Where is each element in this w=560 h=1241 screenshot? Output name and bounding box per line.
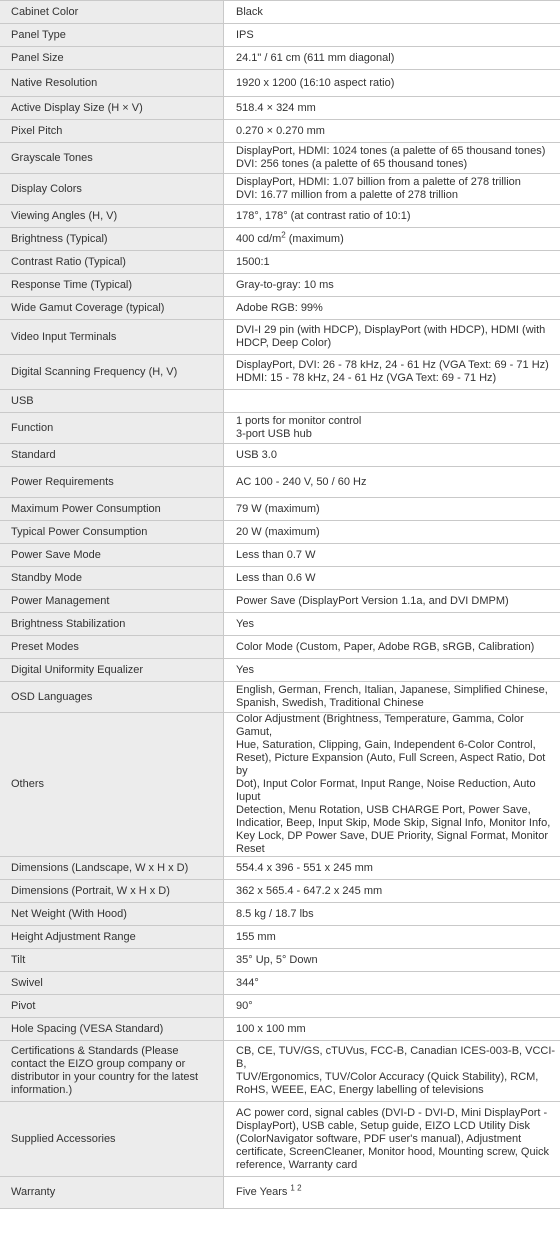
spec-label: Digital Scanning Frequency (H, V) xyxy=(0,355,224,390)
spec-row xyxy=(0,880,560,903)
spec-label: Cabinet Color xyxy=(0,1,224,24)
spec-label: Dimensions (Portrait, W x H x D) xyxy=(0,880,224,903)
spec-label: Power Management xyxy=(0,590,224,613)
spec-label: Standby Mode xyxy=(0,567,224,590)
spec-value xyxy=(224,228,560,251)
spec-value: 1920 x 1200 (16:10 aspect ratio) xyxy=(224,70,560,97)
superscript: 2 xyxy=(281,229,286,239)
spec-value: Adobe RGB: 99% xyxy=(224,297,560,320)
spec-value: 518.4 × 324 mm xyxy=(224,97,560,120)
spec-label: Standard xyxy=(0,444,224,467)
spec-label: Brightness (Typical) xyxy=(0,228,224,251)
spec-value: Yes xyxy=(224,659,560,682)
spec-value-text: Five Years xyxy=(236,1186,291,1198)
spec-row xyxy=(0,613,560,636)
spec-row xyxy=(0,228,560,251)
spec-value: IPS xyxy=(224,24,560,47)
spec-label: Tilt xyxy=(0,949,224,972)
spec-value: AC power cord, signal cables (DVI-D - DVI-D, Mini DisplayPort - DisplayPort), USB cable, Setup guide, EIZO LCD Utility Disk (ColorNavigator software, PDF user's manual), Adjustment certificate, ScreenCleaner, Monitor hood, Mounting screw, Quick reference, Warranty card xyxy=(224,1102,560,1177)
spec-row xyxy=(0,205,560,228)
spec-label: Panel Size xyxy=(0,47,224,70)
spec-value: Color Mode (Custom, Paper, Adobe RGB, sRGB, Calibration) xyxy=(224,636,560,659)
spec-value: DisplayPort, HDMI: 1024 tones (a palette of 65 thousand tones) DVI: 256 tones (a palette of 65 thousand tones) xyxy=(224,143,560,174)
spec-label: Height Adjustment Range xyxy=(0,926,224,949)
spec-label: USB xyxy=(0,390,224,413)
spec-value: USB 3.0 xyxy=(224,444,560,467)
spec-label: Function xyxy=(0,413,224,444)
spec-value: 362 x 565.4 - 647.2 x 245 mm xyxy=(224,880,560,903)
spec-label: Supplied Accessories xyxy=(0,1102,224,1177)
spec-row xyxy=(0,1,560,24)
spec-row xyxy=(0,97,560,120)
spec-label: Active Display Size (H × V) xyxy=(0,97,224,120)
spec-row xyxy=(0,498,560,521)
spec-label: Hole Spacing (VESA Standard) xyxy=(0,1018,224,1041)
spec-label: Typical Power Consumption xyxy=(0,521,224,544)
spec-value: Color Adjustment (Brightness, Temperature, Gamma, Color Gamut, Hue, Saturation, Clipping, Gain, Independent 6-Color Control, Reset), Picture Expansion (Auto, Full Screen, Aspect Ratio, Dot by Dot), Input Color Format, Input Range, Noise Reduction, Auto Iuput Detection, Menu Rotation, USB CHARGE Port, Power Save, Indicatior, Beep, Input Skip, Mode Skip, Signal Info, Monitor Info, Key Lock, DP Power Save, DUE Priority, Signal Format, Monitor Reset xyxy=(224,713,560,857)
spec-value: 20 W (maximum) xyxy=(224,521,560,544)
spec-value-text: 400 cd/m xyxy=(236,232,282,245)
spec-row xyxy=(0,857,560,880)
spec-value: Less than 0.6 W xyxy=(224,567,560,590)
spec-value: DisplayPort, DVI: 26 - 78 kHz, 24 - 61 Hz (VGA Text: 69 - 71 Hz) HDMI: 15 - 78 kHz, 24 - 61 Hz (VGA Text: 69 - 71 Hz) xyxy=(224,355,560,390)
spec-value: 178°, 178° (at contrast ratio of 10:1) xyxy=(224,205,560,228)
spec-label: Swivel xyxy=(0,972,224,995)
spec-value: 1 ports for monitor control 3-port USB hub xyxy=(224,413,560,444)
spec-row xyxy=(0,590,560,613)
spec-value: 35° Up, 5° Down xyxy=(224,949,560,972)
spec-label: Grayscale Tones xyxy=(0,143,224,174)
spec-value xyxy=(224,390,560,413)
spec-row xyxy=(0,297,560,320)
spec-row xyxy=(0,390,560,413)
spec-table-body xyxy=(0,1,560,1209)
spec-row xyxy=(0,972,560,995)
spec-label: Wide Gamut Coverage (typical) xyxy=(0,297,224,320)
spec-value: 90° xyxy=(224,995,560,1018)
spec-value: AC 100 - 240 V, 50 / 60 Hz xyxy=(224,467,560,498)
spec-value: 100 x 100 mm xyxy=(224,1018,560,1041)
spec-row xyxy=(0,1041,560,1102)
spec-row xyxy=(0,949,560,972)
spec-value: 554.4 x 396 - 551 x 245 mm xyxy=(224,857,560,880)
spec-value: 344° xyxy=(224,972,560,995)
spec-row xyxy=(0,1018,560,1041)
spec-label: Contrast Ratio (Typical) xyxy=(0,251,224,274)
spec-value: English, German, French, Italian, Japanese, Simplified Chinese, Spanish, Swedish, Traditional Chinese xyxy=(224,682,560,713)
spec-row xyxy=(0,251,560,274)
spec-row xyxy=(0,544,560,567)
spec-row xyxy=(0,467,560,498)
spec-row xyxy=(0,24,560,47)
spec-row xyxy=(0,320,560,355)
spec-row xyxy=(0,47,560,70)
spec-label: Warranty xyxy=(0,1177,224,1209)
spec-label: Pivot xyxy=(0,995,224,1018)
spec-row xyxy=(0,995,560,1018)
superscript: 1 2 xyxy=(290,1183,302,1193)
spec-row xyxy=(0,1102,560,1177)
spec-value: 8.5 kg / 18.7 lbs xyxy=(224,903,560,926)
spec-row xyxy=(0,636,560,659)
spec-row xyxy=(0,143,560,174)
spec-label: Preset Modes xyxy=(0,636,224,659)
spec-label: Response Time (Typical) xyxy=(0,274,224,297)
spec-value: CB, CE, TUV/GS, cTUVus, FCC-B, Canadian ICES-003-B, VCCI-B, TUV/Ergonomics, TUV/Color Accuracy (Quick Stability), RCM, RoHS, WEEE, EAC, Energy labelling of televisions xyxy=(224,1041,560,1102)
spec-row xyxy=(0,903,560,926)
spec-label: OSD Languages xyxy=(0,682,224,713)
spec-label: Video Input Terminals xyxy=(0,320,224,355)
spec-row xyxy=(0,659,560,682)
spec-label: Panel Type xyxy=(0,24,224,47)
spec-value: Black xyxy=(224,1,560,24)
spec-label: Others xyxy=(0,713,224,857)
spec-value: DisplayPort, HDMI: 1.07 billion from a palette of 278 trillion DVI: 16.77 million from a palette of 278 trillion xyxy=(224,174,560,205)
spec-label: Power Save Mode xyxy=(0,544,224,567)
spec-row xyxy=(0,1177,560,1209)
spec-row xyxy=(0,174,560,205)
spec-value-suffix: (maximum) xyxy=(285,232,344,245)
spec-row xyxy=(0,682,560,713)
spec-row xyxy=(0,567,560,590)
spec-value: DVI-I 29 pin (with HDCP), DisplayPort (with HDCP), HDMI (with HDCP, Deep Color) xyxy=(224,320,560,355)
spec-label: Power Requirements xyxy=(0,467,224,498)
spec-row xyxy=(0,444,560,467)
spec-value: 0.270 × 0.270 mm xyxy=(224,120,560,143)
spec-value: Gray-to-gray: 10 ms xyxy=(224,274,560,297)
spec-label: Maximum Power Consumption xyxy=(0,498,224,521)
spec-row xyxy=(0,70,560,97)
spec-label: Certifications & Standards (Please contact the EIZO group company or distributor in your country for the latest information.) xyxy=(0,1041,224,1102)
spec-value: Less than 0.7 W xyxy=(224,544,560,567)
spec-label: Brightness Stabilization xyxy=(0,613,224,636)
spec-value xyxy=(224,1177,560,1209)
spec-row xyxy=(0,713,560,857)
spec-row xyxy=(0,355,560,390)
spec-label: Digital Uniformity Equalizer xyxy=(0,659,224,682)
spec-label: Native Resolution xyxy=(0,70,224,97)
spec-value: 79 W (maximum) xyxy=(224,498,560,521)
spec-label: Pixel Pitch xyxy=(0,120,224,143)
spec-row xyxy=(0,521,560,544)
spec-value: Yes xyxy=(224,613,560,636)
spec-label: Viewing Angles (H, V) xyxy=(0,205,224,228)
spec-value: 1500:1 xyxy=(224,251,560,274)
spec-row xyxy=(0,274,560,297)
spec-label: Net Weight (With Hood) xyxy=(0,903,224,926)
spec-row xyxy=(0,120,560,143)
spec-label: Display Colors xyxy=(0,174,224,205)
spec-row xyxy=(0,413,560,444)
spec-label: Dimensions (Landscape, W x H x D) xyxy=(0,857,224,880)
spec-row xyxy=(0,926,560,949)
spec-value: 155 mm xyxy=(224,926,560,949)
spec-value: 24.1" / 61 cm (611 mm diagonal) xyxy=(224,47,560,70)
spec-value: Power Save (DisplayPort Version 1.1a, and DVI DMPM) xyxy=(224,590,560,613)
